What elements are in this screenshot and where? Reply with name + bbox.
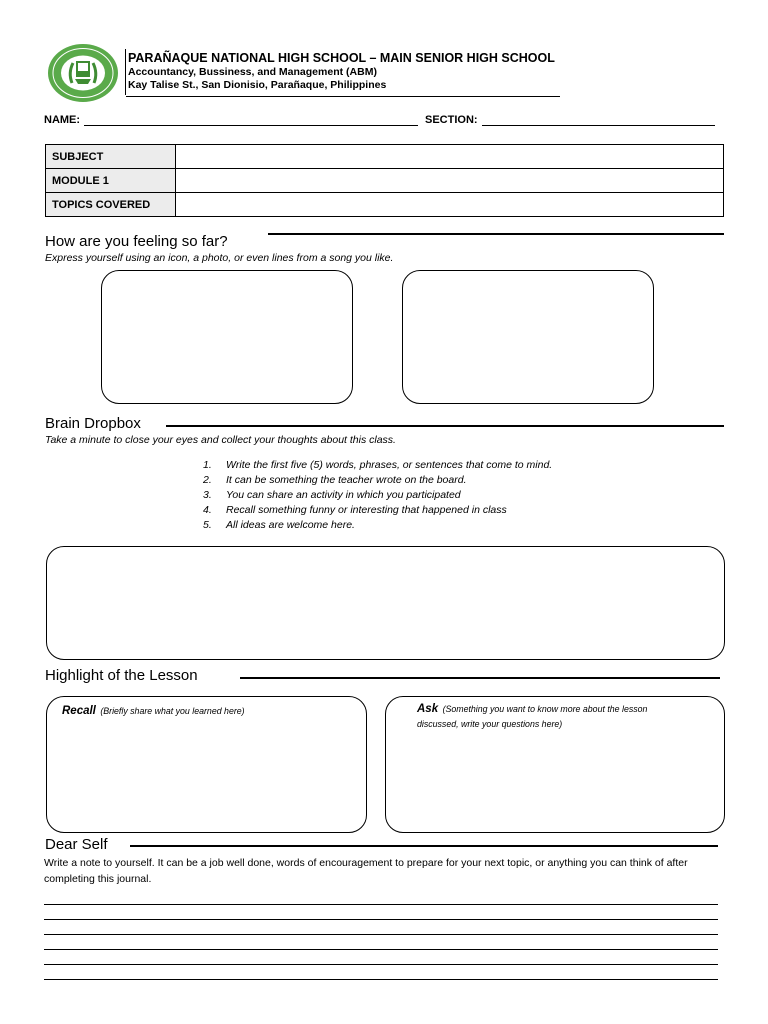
feeling-title: How are you feeling so far? — [45, 233, 228, 250]
writing-line[interactable] — [44, 964, 718, 965]
info-table — [45, 144, 724, 217]
dear-self-rule — [130, 845, 718, 847]
dear-self-title: Dear Self — [45, 836, 108, 853]
section-label: SECTION: — [425, 114, 478, 126]
list-item: 4. Recall something funny or interesting that happened in class — [203, 504, 507, 516]
table-row — [46, 193, 724, 217]
school-name: PARAÑAQUE NATIONAL HIGH SCHOOL – MAIN SENIOR HIGH SCHOOL — [128, 51, 555, 65]
section-field[interactable] — [482, 125, 715, 126]
module-label: MODULE 1 — [46, 169, 176, 193]
strand-name: Accountancy, Bussiness, and Management (ABM) — [128, 66, 377, 78]
feeling-rule — [268, 233, 724, 235]
feeling-description: Express yourself using an icon, a photo, or even lines from a song you like. — [45, 252, 394, 264]
feeling-box-right[interactable] — [402, 270, 654, 404]
writing-line[interactable] — [44, 934, 718, 935]
header-divider — [125, 49, 126, 95]
module-field[interactable] — [176, 169, 724, 193]
brain-dropbox-box[interactable] — [46, 546, 725, 660]
dear-self-description: Write a note to yourself. It can be a job well done, words of encouragement to prepare for your next topic, or anything you can think of after completing this journal. — [44, 857, 688, 885]
table-row — [46, 145, 724, 169]
school-seal-logo — [46, 43, 120, 103]
school-info — [128, 50, 560, 92]
table-row — [46, 169, 724, 193]
recall-label: Recall — [62, 705, 96, 717]
name-label: NAME: — [44, 114, 81, 126]
subject-label: SUBJECT — [46, 145, 176, 169]
topics-field[interactable] — [176, 193, 724, 217]
list-item: 2. It can be something the teacher wrote on the board. — [203, 474, 467, 486]
highlight-rule — [240, 677, 720, 679]
ask-label: Ask — [417, 703, 439, 715]
recall-heading — [62, 701, 245, 719]
highlight-title: Highlight of the Lesson — [45, 667, 198, 684]
brain-dropbox-description: Take a minute to close your eyes and collect your thoughts about this class. — [45, 434, 396, 446]
feeling-box-left[interactable] — [101, 270, 353, 404]
name-field[interactable] — [84, 125, 418, 126]
school-address: Kay Talise St., San Dionisio, Parañaque, Philippines — [128, 79, 387, 91]
writing-line[interactable] — [44, 919, 718, 920]
writing-line[interactable] — [44, 904, 718, 905]
writing-line[interactable] — [44, 979, 718, 980]
header-rule — [126, 96, 560, 97]
subject-field[interactable] — [176, 145, 724, 169]
ask-heading — [417, 701, 679, 731]
ask-note: (Something you want to know more about the lesson discussed, write your questions here) — [417, 704, 648, 729]
brain-dropbox-list — [203, 458, 552, 533]
brain-dropbox-title: Brain Dropbox — [45, 415, 141, 432]
list-item: 5. All ideas are welcome here. — [203, 519, 355, 531]
list-item: 1. Write the first five (5) words, phrases, or sentences that come to mind. — [203, 459, 553, 471]
topics-label: TOPICS COVERED — [46, 193, 176, 217]
recall-note: (Briefly share what you learned here) — [100, 706, 245, 716]
writing-line[interactable] — [44, 949, 718, 950]
list-item: 3. You can share an activity in which you participated — [203, 489, 461, 501]
brain-dropbox-rule — [166, 425, 724, 427]
